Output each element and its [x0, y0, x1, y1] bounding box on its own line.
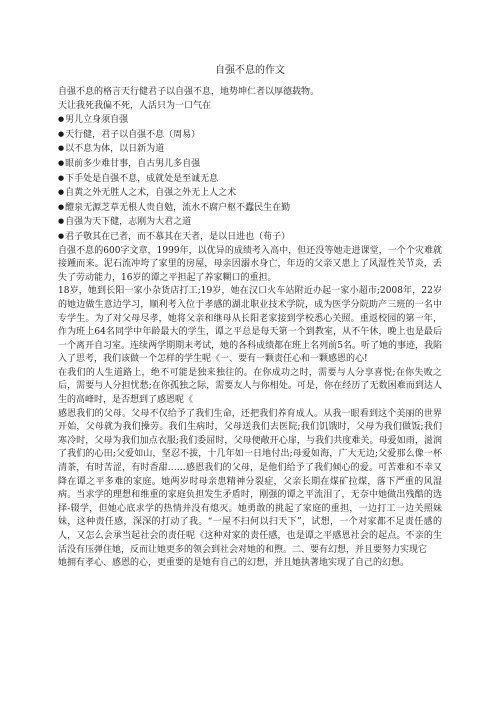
- document-title: 自强不息的作文: [215, 65, 285, 76]
- bullet-item: ● 下手处是自强不息，成就处是至诚无息: [58, 172, 442, 187]
- body-paragraph: 感恩我们的父母。父母不仅给予了我们生命，还把我们养育成人。从我一眼看到这个美丽的世界开始，父母就为我们操劳。我们生病时，父母送我们去医院;我们饥饿时，父母为我们做饭;我们寒冷时，父母为我们加点衣服;我们委屈时，父母便敞开心扉，与我们共度难关。母爱如雨，滋润了我们的心田;父爱如山，坚忍不拔，十几年如一日地付出;母爱如海，广大无边;父爱那么像一杯清茶，有时苦涩，有时香甜……感恩我们的父母，是他们给予了我们倾心的爱。可苦难和不幸又降在谭之平多难的家庭。她两岁时母亲患精神分裂症，父亲长期在煤矿拉煤，落下严重的风湿病。当求学的理想和维重的家庭负担发生矛盾时，刚强的谭之平流泪了，无奈中她做出残酷的选择-辍学，但她心底求学的热情并没有熄灭。她勇敢的挑起了家庭的重担，一边打工一边关照妹妹，这种责任感，深深的打动了我。“一屋不扫何以扫天下”，试想，一个对家都不足责任感的人，又怎么会承当起社会的责任呢《这种对家的责任感，也是谭之平感恩社会的起点。不亲的生活没有压弹住她，反而让她更多的领会到社会对她的和煦。二、要有幻想，并且要努力实现它: [58, 408, 442, 555]
- body-paragraph: 她拥有孝心、感恩的心，更重要的是她有自己的幻想，并且她执著地实现了自己的幻想。: [58, 558, 410, 569]
- body-paragraph: 18岁，她到长阳一家小杂货店打工;19岁，她在汉口火车站附近办起一家小超市;2008年，22岁的她边做生意边学习，顺利考入位于孝感的湖北职业技术学院，成为医学分院助产三班的一名中专学生。为了对父母尽孝，她将父亲和继母从长阳老家接到学校悉心关照。重返校园的第一年，作为班上64名同学中年龄最大的学生，谭之平总是每天第一个到教室，从不午休，晚上也是最后一个离开自习室。连续两学期期末考试，她的各科成绩都在班上名列前5名。听了她的事迹，我陷入了思考，我们该做一个怎样的学生呢《一、要有一颗责任心和一颗感恩的心!: [58, 286, 442, 365]
- bullet-item: ● 男儿立身须自强: [58, 113, 442, 128]
- body-paragraph: 在我们的人生道路上，绝不可能是独来独往的。在你成功之时，需要与人分享喜悦;在你失败之后，需要与人分担忧愁;在你孤独之际，需要友人与你相处。可是，你在经历了无数困难而到达人生的高峰时，是否想到了感恩呢《: [58, 367, 442, 406]
- body-paragraph: 自强不息的600字文章，1999年，以优异的成绩考入高中，但还没等她走进课堂，一个个灾难就接踵而来。泥石流冲垮了家里的房屋，母亲因溺水身亡，年迈的父亲又患上了风湿性关节炎，丢失了劳动能力，16岁的谭之平担起了养家糊口的重担。: [58, 245, 442, 283]
- bullet-item: ● 君子敬其在已者，而不慕其在天者，是以日进也（荀子）: [58, 230, 442, 245]
- bullet-item: ● 天行健，君子以自强不息（周易）: [58, 128, 442, 143]
- bullet-item: ● 醴泉无源芝草无根人贵自勉，流水不腐户枢不蠹民生在勤: [58, 201, 442, 216]
- intro-line: 天让我死我偏不死，人活只为一口气在: [58, 100, 212, 111]
- bullet-item: ● 眼前多少难甘事，自古男儿多自强: [58, 157, 442, 172]
- bullet-item: ● 以不息为体，以日新为道: [58, 142, 442, 157]
- bullet-item: ● 自黄之外无胜人之术，自强之外无上人之术: [58, 186, 442, 201]
- bullet-item: ● 自强为天下健，志刚为大君之道: [58, 215, 442, 230]
- intro-line: 自强不息的格言天行健君子以自强不息，地势坤仁者以厚德载物。: [58, 87, 320, 97]
